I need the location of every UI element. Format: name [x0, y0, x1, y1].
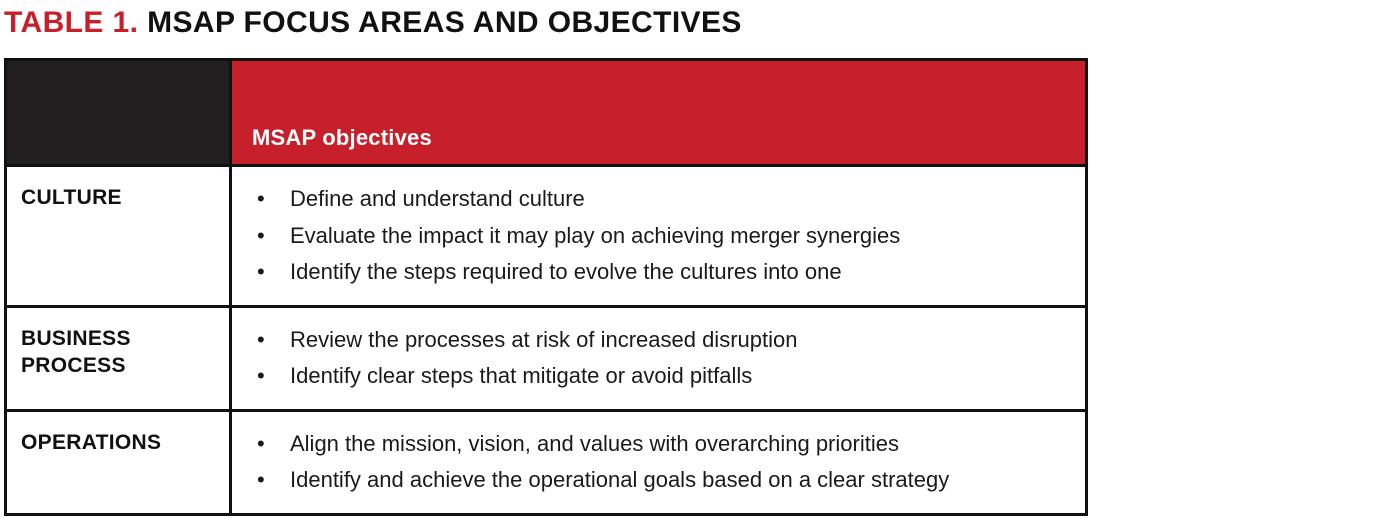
list-item [254, 181, 1073, 218]
objectives-cell [232, 167, 1085, 305]
list-item-text: Define and understand culture [290, 186, 585, 211]
header-cell-focus-area [7, 61, 232, 164]
page-title [4, 6, 742, 40]
focus-area-cell [7, 308, 232, 409]
table-number-label: TABLE 1. [4, 6, 139, 39]
objectives-list [254, 322, 1073, 395]
list-item [254, 358, 1073, 395]
bullet-icon: • [257, 186, 265, 211]
bullet-icon: • [257, 222, 265, 248]
bullet-icon: • [257, 363, 265, 389]
table-row [7, 412, 1085, 513]
objectives-cell [232, 308, 1085, 409]
objectives-list [254, 181, 1073, 291]
list-item [254, 462, 1073, 499]
focus-area-label: OPERATIONS [21, 430, 162, 454]
list-item-text: Identify and achieve the operational goals based on a clear strategy [290, 467, 950, 493]
list-item-text: Evaluate the impact it may play on achieving merger synergies [290, 222, 901, 248]
bullet-icon: • [257, 326, 265, 352]
msap-table [4, 58, 1088, 516]
header-cell-objectives [232, 61, 1085, 164]
table-row [7, 167, 1085, 308]
list-item-text: Identify the steps required to evolve the cultures into one [290, 259, 842, 285]
table-header-row [7, 61, 1085, 167]
focus-area-label: BUSINESS PROCESS [21, 326, 131, 378]
bullet-icon: • [257, 430, 265, 456]
objectives-list [254, 426, 1073, 499]
table-row [7, 308, 1085, 412]
bullet-icon: • [257, 467, 265, 493]
list-item-text: Identify clear steps that mitigate or avoid pitfalls [290, 363, 753, 389]
focus-area-cell [7, 167, 232, 305]
list-item [254, 426, 1073, 463]
list-item-text: Align the mission, vision, and values with overarching priorities [290, 430, 899, 456]
bullet-icon: • [257, 259, 265, 285]
list-item-text: Review the processes at risk of increased disruption [290, 326, 798, 352]
list-item [254, 322, 1073, 359]
list-item [254, 218, 1073, 255]
header-objectives-label: MSAP objectives [252, 125, 432, 150]
focus-area-cell [7, 412, 232, 513]
table-title-text: MSAP FOCUS AREAS AND OBJECTIVES [147, 6, 742, 39]
objectives-cell [232, 412, 1085, 513]
focus-area-label: CULTURE [21, 186, 122, 209]
list-item [254, 254, 1073, 291]
